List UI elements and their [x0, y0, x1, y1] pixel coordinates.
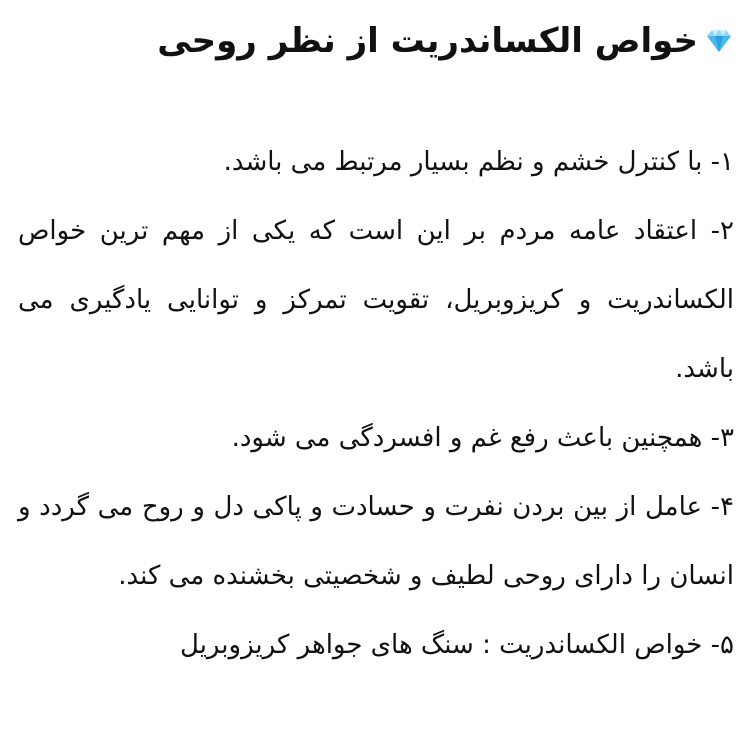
section-heading — [18, 14, 734, 68]
paragraph-2: ۲- اعتقاد عامه مردم بر این است که یکی از مهم ترین خواص الکساندریت و کریزوبریل، تقویت تمرکز و توانایی یادگیری می باشد. — [18, 216, 734, 384]
gem-icon — [706, 28, 732, 54]
page-title: خواص الکساندریت از نظر روحی — [157, 21, 698, 61]
paragraph-1: ۱- با کنترل خشم و نظم بسیار مرتبط می باشد. — [223, 147, 734, 177]
paragraph-3: ۳- همچنین باعث رفع غم و افسردگی می شود. — [231, 423, 734, 453]
paragraph-5: ۵- خواص الکساندریت : سنگ های جواهر کریزوبریل — [180, 630, 734, 660]
paragraph-4: ۴- عامل از بین بردن نفرت و حسادت و پاکی دل و روح می گردد و انسان را دارای روحی لطیف و شخصیتی بخشنده می کند. — [18, 492, 734, 591]
content-body — [18, 128, 734, 680]
